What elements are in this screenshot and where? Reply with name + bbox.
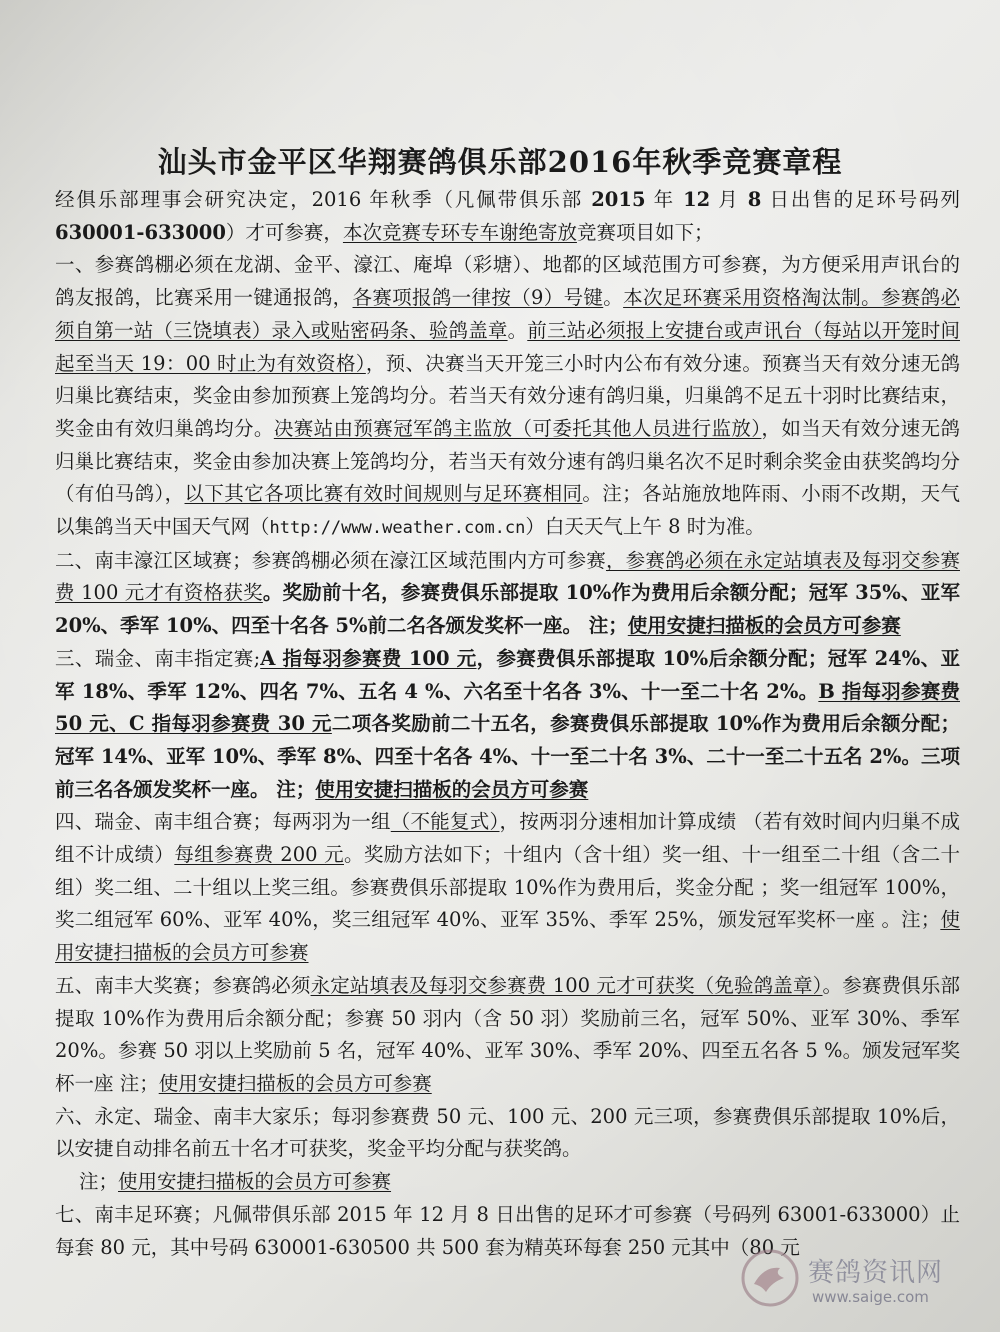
watermark-url: www.saige.com [812, 1288, 929, 1306]
section-note-underlined: 使用安捷扫描板的会员方可参赛 [315, 777, 589, 801]
watermark-site-name: 赛鸽资讯网 [808, 1258, 944, 1288]
section-4 [55, 806, 960, 970]
ring-number-range: 630001-633000 [55, 220, 226, 244]
section-text: ，如当天有效分速无鸽归巢比赛结束，奖金由参加决赛上笼鸽均分，若当天有效分速有鸽归巢名次不足时剩余奖金由获奖鸽均分（有伯马鸽）， [55, 416, 960, 506]
section-text: ）白天天气上午 8 时为准。 [525, 515, 765, 539]
section-text: 。奖励方法如下；十组内（含十组）奖一组、十一组至二十组（含二十组）奖二组、二十组以上奖三组。参赛费俱乐部提取 10%作为费用后，奖金分配 ；奖一组冠军 100%，奖二组冠军 60%、亚军 40%，奖三组冠军 40%、亚军 35%、季军 25%，颁发冠军奖杯一座 。注； [55, 843, 960, 932]
intro-text: 月 [710, 188, 748, 211]
intro-text: ）才可参赛， [225, 220, 343, 244]
section-text: 。 [507, 318, 528, 342]
section-note-underlined: 使用安捷扫描板的会员方可参赛 [158, 1071, 432, 1095]
section-text: ，按两羽分速相加计算成绩 （若有效时间内归巢不成组不计成绩） [55, 810, 960, 867]
section-text: 三、瑞金、南丰指定赛; [55, 646, 261, 670]
section-underlined: ，参赛鸽必须在永定站填表及每羽交参赛费 100 元才有资格获奖 [55, 548, 960, 605]
section-5 [55, 970, 960, 1101]
intro-text: 年 [645, 188, 684, 211]
section-text: 止每套 80 元，其中号码 630001-630500 共 500 套为精英环每套 250 元其中（80 元 [55, 1202, 960, 1259]
section-text: 二、南丰濠江区域赛；参赛鸽棚必须在濠江区域范围内方可参赛 [55, 548, 606, 572]
section-text: 二项各奖励前二十五名，参赛费俱乐部提取 10%作为费用后余额分配；冠军 14%、亚军 10%、季军 8%、四至十名各 4%、十一至二十名 3%、二十一至二十五名 2%。三项前三名各颁发奖杯一座。 注； [55, 712, 960, 801]
section-text: ，预、决赛当天开笼三小时内公布有效分速。预赛当天有效分速无鸽归巢比赛结束，奖金由参加预赛上笼鸽均分。若当天有效分速有鸽归巢，归巢鸽不足五十羽时比赛结束，奖金由有效归巢鸽均分。 [55, 351, 960, 440]
section-3 [55, 643, 960, 807]
section-underlined: B 指每羽参赛费 50 元、C 指每羽参赛费 30 元 [55, 679, 960, 736]
section-text: 。 [603, 286, 624, 310]
section-text: 。奖励前十名，参赛费俱乐部提取 10%作为费用后余额分配；冠军 35%、亚军 20%、季军 10%、四至十名各 5%前二名各颁发奖杯一座。 注； [55, 581, 960, 638]
section-note-underlined: 使用安捷扫描板的会员方可参赛 [118, 1170, 392, 1194]
weather-url: http://www.weather.com.cn [269, 518, 526, 539]
section-underlined: 各赛项报鸽一律按（9）号键 [352, 286, 604, 310]
section-underlined: 以下其它各项比赛有效时间规则与足环赛相同 [184, 482, 583, 506]
section-2 [55, 545, 960, 643]
intro-underlined-rule: 本次竞赛专环专车谢绝寄放 [342, 220, 577, 244]
section-underlined: 前三站必须报上安捷台或声讯台（每站以开笼时间起至当天 19：00 时止为有效资格） [55, 318, 960, 375]
section-underlined: 每组参赛费 200 元 [174, 843, 344, 867]
section-text: 01-633000） [814, 1202, 941, 1226]
intro-text: 日出售的足环号码列 [761, 188, 961, 211]
intro-month: 12 [683, 188, 711, 211]
section-underlined: 决赛站由预赛冠军鸽主监放（可委托其他人员进行监放） [273, 416, 762, 440]
document-title: 汕头市金平区华翔赛鸽俱乐部2016年秋季竞赛章程 [157, 145, 843, 179]
pigeon-logo-icon [740, 1248, 800, 1308]
section-text: 。参赛费俱乐部提取 10%作为费用后余额分配；参赛 50 羽内（含 50 羽）奖励前三名，冠军 50%、亚军 30%、季军 20%。参赛 50 羽以上奖励前 5 名，冠军 40%、亚军 30%、季军 20%、四至五名各 5 %。颁发冠军奖杯一座 注； [55, 973, 960, 1095]
section-text: 。注；各站施放地阵雨、小雨不改期，天气以集鸽当天中国天气网（ [55, 482, 960, 539]
intro-text: 经俱乐部理事会研究决定，2016 年秋季（凡佩带俱乐部 [55, 188, 592, 211]
section-note-underlined: 使用安捷扫描板的会员方可参赛 [627, 614, 901, 638]
intro-year: 2015 [591, 188, 646, 211]
section-text: 四、瑞金、南丰组合赛；每两羽为一组 [55, 810, 391, 834]
section-underlined: （不能复式） [390, 810, 500, 834]
intro-paragraph [55, 184, 960, 249]
section-text: 一、参赛鸽棚必须在龙湖、金平、濠江、庵埠（彩塘）、地都的区域范围方可参赛，为方便采用声讯台的鸽友报鸽，比赛采用一键通报鸽， [55, 253, 960, 310]
section-text: 五、南丰大奖赛；参赛鸽必须 [55, 973, 311, 997]
section-6-note [55, 1166, 960, 1199]
section-text: 六、永定、瑞金、南丰大家乐；每羽参赛费 50 元、100 元、200 元三项，参赛费俱乐部提取 10%后，以安捷自动排名前五十名才可获奖，奖金平均分配与获奖鸽。 [55, 1104, 960, 1161]
intro-day: 8 [747, 188, 762, 211]
section-1 [55, 249, 960, 544]
intro-text: 竞赛项目如下； [576, 220, 714, 244]
section-note-underlined: 使用安捷扫描板的会员方可参赛 [55, 908, 960, 965]
section-text: 注； [79, 1170, 119, 1194]
section-text: 七、南丰足环赛；凡佩带俱乐部 2015 年 12 月 8 日出售的足环才可参赛（号码列 630 [55, 1202, 815, 1226]
section-underlined: A 指每羽参赛费 100 元 [260, 646, 477, 670]
section-underlined: 本次足环赛采用资格淘汰制。参赛鸽必须自第一站（三饶填表）录入或贴密码条、验鸽盖章 [55, 286, 960, 342]
site-watermark [740, 1244, 970, 1324]
document-body [55, 184, 960, 1264]
section-6 [55, 1101, 960, 1166]
section-text: ，参赛费俱乐部提取 10%后余额分配；冠军 24%、亚军 18%、季军 12%、四名 7%、五名 4 %、六名至十名各 3%、十一至二十名 2%。 [55, 646, 960, 703]
section-underlined: 永定站填表及每羽交参赛费 100 元才可获奖（免验鸽盖章） [310, 973, 823, 997]
